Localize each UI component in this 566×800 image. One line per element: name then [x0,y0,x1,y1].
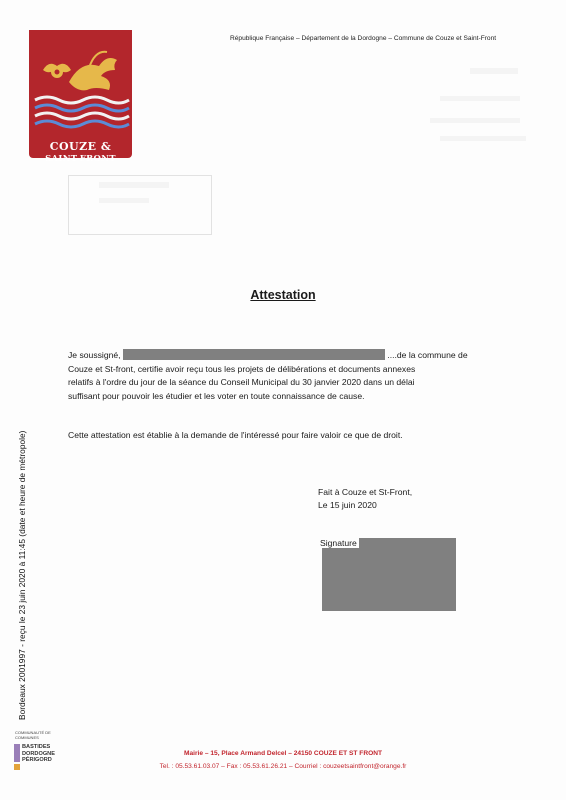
signature-label: Signature [320,538,357,548]
faded-mark [470,68,518,74]
footer-address: Mairie – 15, Place Armand Delcel – 24150 COUZE ET ST FRONT [183,750,382,757]
signature-date: Le 15 juin 2020 [318,500,377,510]
footer-contact: Tel. : 05.53.61.03.07 – Fax : 05.53.61.26.21 – Courriel : couzeetsaintfront@orange.fr [159,763,407,770]
paragraph-line: relatifs à l'ordre du jour de la séance du Conseil Municipal du 30 janvier 2020 dans un délai [68,377,415,387]
closing-paragraph: Cette attestation est établie à la demande de l'intéressé pour faire valoir ce que de droit. [68,430,403,440]
paragraph-line: suffisant pour pouvoir les étudier et les voter en toute connaissance de cause. [68,390,365,401]
paragraph-line: Couze et St-front, certifie avoir reçu tous les projets de délibérations et documents annexes [68,363,416,374]
faded-mark [99,182,169,188]
document-title: Attestation [250,288,316,302]
signature-label-row [320,538,359,548]
authority-header: République Française – Département de la Dordogne – Commune de Couze et Saint-Front [230,35,497,42]
paragraph-text: ....de la commune de [387,350,468,360]
dragon-emblem-icon [29,30,132,140]
commune-logo [29,30,132,164]
attestation-paragraph [68,349,508,403]
faded-mark [440,136,526,141]
logo-title-line1: COUZE & [49,140,112,153]
faded-stamp-box [68,175,212,235]
badge-top: COMMUNAUTÉ DE COMMUNES [15,730,51,740]
faded-mark [99,198,149,203]
badge-line: BASTIDES [22,744,51,750]
faded-mark [440,96,520,101]
badge-line: PÉRIGORD [22,757,52,763]
signature-place: Fait à Couze et St-Front, [318,487,413,497]
badge-line: DORDOGNE [22,750,55,757]
paragraph-text: Je soussigné, [68,350,121,360]
redacted-name [123,349,385,360]
faded-mark [430,118,520,123]
logo-title-line2: SAINT-FRONT [45,154,116,164]
signature-place-date [318,486,412,512]
paragraph-line [68,349,508,363]
redacted-signature [322,538,456,611]
margin-receipt-stamp: Bordeaux 2001997 - reçu le 23 juin 2020 à 11:45 (date et heure de métropole) [17,430,27,720]
